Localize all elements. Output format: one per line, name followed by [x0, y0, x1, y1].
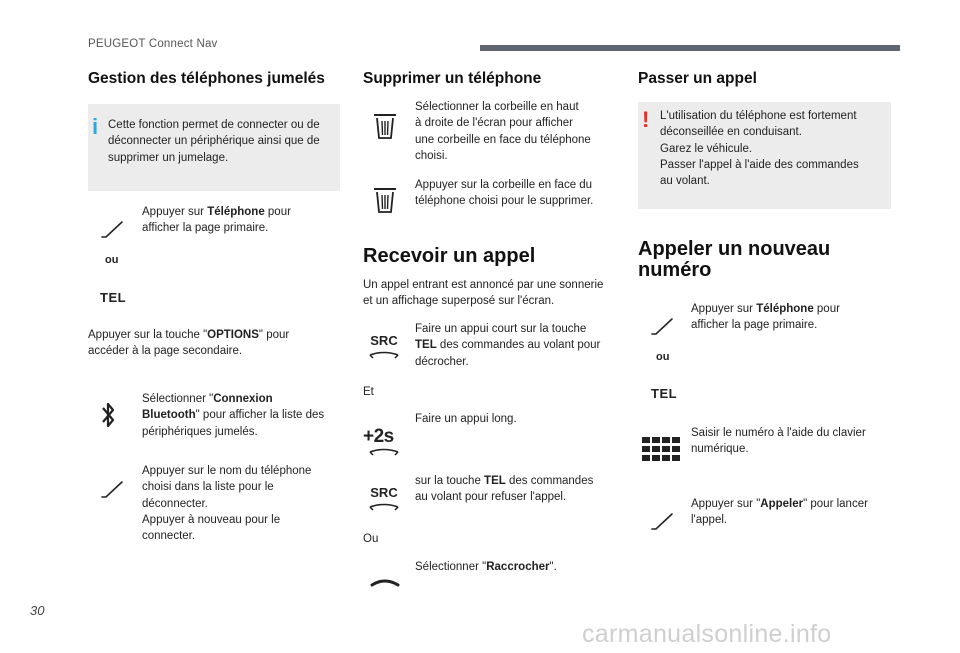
trash-icon: [372, 112, 398, 140]
section-title-pairing: Gestion des téléphones jumelés: [88, 70, 325, 87]
steering-control-icon: [366, 446, 402, 458]
page-number: 30: [30, 603, 45, 618]
call-text: Appuyer sur "Appeler" pour lancer l'appel.: [691, 498, 868, 527]
warning-text: L'utilisation du téléphone est fortement déconseillée en conduisant. Garez le véhicule. Passer l'appel à l'aide des commandes au volant.: [660, 110, 859, 188]
step-phone-text: Appuyer sur Téléphone pour afficher la page primaire.: [142, 206, 291, 235]
phone-handset-icon: [650, 510, 676, 532]
keypad-icon: [641, 436, 681, 462]
receive-intro-text: Un appel entrant est annoncé par une sonnerie et un affichage superposé sur l'écran.: [363, 279, 604, 308]
header-title: PEUGEOT Connect Nav: [88, 38, 218, 50]
warning-box: [638, 102, 891, 209]
options-text: Appuyer sur la touche "OPTIONS" pour accéder à la page secondaire.: [88, 329, 290, 358]
hangup-text: Sélectionner "Raccrocher".: [415, 561, 557, 573]
header-bar: [480, 45, 900, 51]
steering-control-icon: [366, 347, 402, 361]
phone-handset-icon: [650, 315, 676, 337]
short-press-text: Faire un appui court sur la touche TEL des commandes au volant pour décrocher.: [415, 323, 601, 368]
phone-handset-icon: [100, 478, 126, 500]
bluetooth-icon: [100, 400, 116, 430]
watermark: carmanualsonline.info: [582, 620, 832, 648]
section-title-call: Passer un appel: [638, 70, 757, 87]
info-icon: i: [92, 114, 99, 139]
hang-up-icon: [370, 576, 400, 590]
refuse-text: sur la touche TEL des commandes au volant pour refuser l'appel.: [415, 475, 594, 504]
section-title-delete: Supprimer un téléphone: [363, 70, 542, 87]
long-press-label: +2s: [363, 426, 394, 447]
steering-control-icon: [366, 499, 402, 513]
section-title-receive: Recevoir un appel: [363, 245, 536, 267]
phone-handset-icon: [100, 218, 126, 240]
trash-press-text: Appuyer sur la corbeille en face du téléphone choisi pour le supprimer.: [415, 179, 594, 208]
or-label: ou: [656, 351, 670, 363]
and-label: Et: [363, 386, 374, 398]
section-title-new-number: Appeler un nouveau numéro: [638, 238, 831, 281]
info-box: [88, 104, 340, 191]
or-label: ou: [105, 254, 119, 266]
src-button-graphic: SRC: [366, 334, 402, 366]
disconnect-text: Appuyer sur le nom du téléphone choisi dans la liste pour le déconnecter. Appuyer à nouveau pour le connecter.: [142, 465, 312, 543]
tel-key-label: TEL: [100, 290, 127, 305]
or-label: Ou: [363, 533, 379, 545]
keypad-text: Saisir le numéro à l'aide du clavier numérique.: [691, 427, 866, 456]
trash-icon: [372, 186, 398, 214]
src-button-graphic: SRC: [366, 486, 402, 518]
info-text: Cette fonction permet de connecter ou de déconnecter un périphérique ainsi que de supprimer un jumelage.: [108, 119, 320, 164]
trash-select-text: Sélectionner la corbeille en haut à droite de l'écran pour afficher une corbeille en face du téléphone choisi.: [415, 101, 591, 162]
long-press-text: Faire un appui long.: [415, 413, 517, 425]
step-phone-text: Appuyer sur Téléphone pour afficher la page primaire.: [691, 303, 840, 332]
tel-key-label: TEL: [651, 386, 678, 401]
bluetooth-text: Sélectionner "Connexion Bluetooth" pour afficher la liste des périphériques jumelés.: [142, 393, 325, 438]
warning-icon: !: [642, 107, 650, 132]
